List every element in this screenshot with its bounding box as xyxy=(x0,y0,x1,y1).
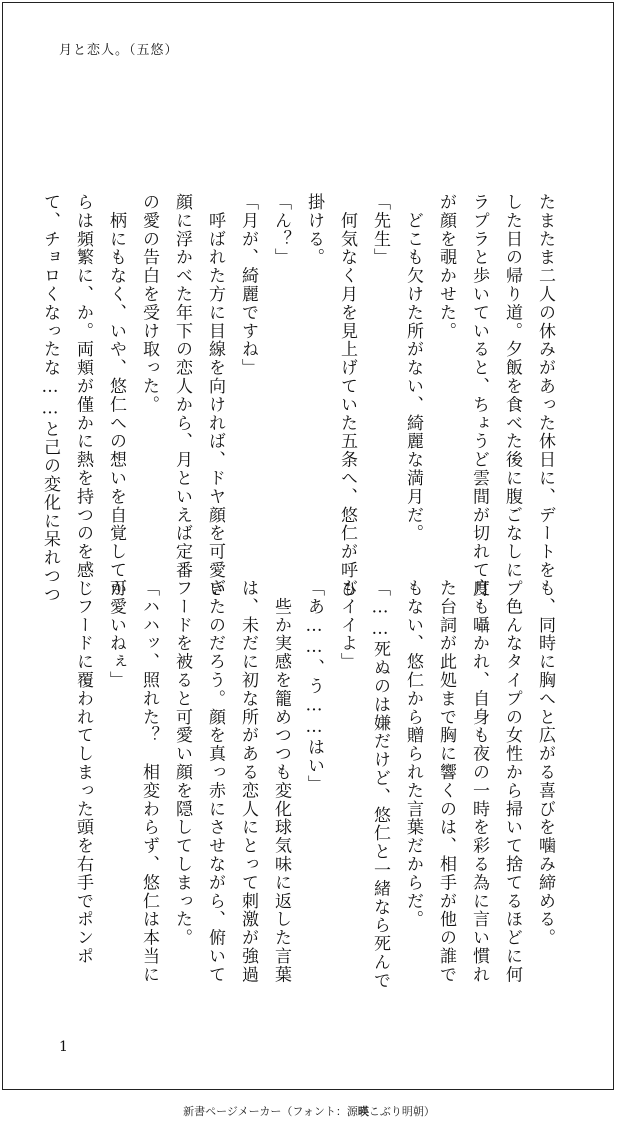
text-line: 何気なく月を見上げていた五条へ、悠仁が呼び xyxy=(337,193,357,598)
text-line: した日の帰り道。夕飯を食べた後に腹ごなしにプ xyxy=(502,193,522,598)
text-block-upper xyxy=(40,193,561,604)
text-line: 度も囁かれ、自身も夜の一時を彩る為に言い慣れ xyxy=(469,579,489,984)
text-line: た台詞が此処まで胸に響くのは、相手が他の誰で xyxy=(436,579,456,984)
text-line: 掛ける。 xyxy=(304,193,324,267)
text-line: 些か実感を籠めつつも変化球気味に返した言葉 xyxy=(271,579,291,984)
text-line: フードに覆われてしまった頭を右手でポンポ xyxy=(73,579,93,966)
text-line: どこも欠けた所がない、綺麗な満月だ。 xyxy=(403,193,423,543)
text-line: 「ハハッ、照れた？ 相変わらず、悠仁は本当に xyxy=(139,579,159,984)
text-line: ラプラと歩いていると、ちょうど雲間が切れて月 xyxy=(469,193,489,598)
text-line: もイイよ」 xyxy=(337,579,357,671)
text-line: フードを被ると可愛い顔を隠してしまった。 xyxy=(172,579,192,947)
text-line: ぎたのだろう。顔を真っ赤にさせながら、俯いて xyxy=(205,579,225,984)
page-title: 月と恋人。（五悠） xyxy=(59,43,179,58)
book-page xyxy=(2,2,614,1090)
text-line: が顔を覗かせた。 xyxy=(436,193,456,341)
page-number: 1 xyxy=(59,1039,68,1055)
text-line: 呼ばれた方に目線を向ければ、ドヤ顔を可愛い xyxy=(205,193,225,598)
text-block-lower xyxy=(41,579,561,999)
text-line: たまたま二人の休みがあった休日に、デートを xyxy=(535,193,555,580)
text-line: 顔に浮かべた年下の恋人から、月といえば定番 xyxy=(172,193,192,580)
text-line: は、未だに初な所がある恋人にとって刺激が強過 xyxy=(238,579,258,984)
footer-suffix: こぶり明朝） xyxy=(368,1105,435,1118)
text-line: 可愛いねぇ」 xyxy=(106,579,126,690)
text-line: 「……死ぬのは嫌だけど、悠仁と一緒なら死んで xyxy=(370,579,390,990)
text-line: 「ん？」 xyxy=(271,193,291,267)
footer-highlight: 暎 xyxy=(357,1105,369,1118)
text-line: 柄にもなく、いや、悠仁への想いを自覚してか xyxy=(106,193,126,598)
text-line: 「月が、綺麗ですね」 xyxy=(238,193,258,377)
text-line: も、同時に胸へと広がる喜びを噛み締める。 xyxy=(535,579,555,947)
text-line: もない、悠仁から贈られた言葉だからだ。 xyxy=(403,579,423,929)
text-line: 色んなタイプの女性から掃いて捨てるほどに何 xyxy=(502,579,522,984)
text-line: て、チョロくなったな……と己の変化に呆れつつ xyxy=(40,193,60,604)
text-line: の愛の告白を受け取った。 xyxy=(139,193,159,414)
footer-prefix: 新書ページメーカー（フォント：源 xyxy=(183,1105,358,1118)
footer-credit xyxy=(0,1103,618,1119)
text-line: らは頻繁に、か。両頬が僅かに熱を持つのを感じ xyxy=(73,193,93,598)
text-line: 「先生」 xyxy=(370,193,390,267)
text-line: 「あ……、う……はい」 xyxy=(304,579,324,794)
